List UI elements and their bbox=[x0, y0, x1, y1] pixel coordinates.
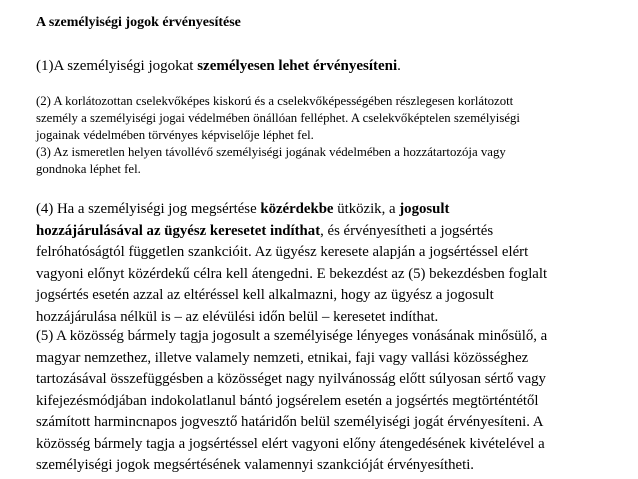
paragraph-4-text: ütközik, a bbox=[333, 201, 400, 217]
paragraph-1-emphasis: személyesen lehet érvényesíteni bbox=[197, 58, 398, 74]
paragraph-2-line: személy a személyiségi jogai védelmében önállóan felléphet. A cselekvőképtelen személyiségi bbox=[36, 111, 520, 125]
paragraph-4-line bbox=[36, 199, 616, 221]
paragraph-4-text: , és érvényesítheti a jogsértés bbox=[320, 222, 494, 239]
paragraph-2-line: jogainak védelmében törvényes képviselője léphet fel. bbox=[36, 128, 314, 142]
paragraph-3-line: gondnoka léphet fel. bbox=[36, 162, 141, 176]
paragraphs-2-3 bbox=[36, 93, 611, 178]
paragraph-5-line: számított harmincnapos jogvesztő határidőn belül személyiségi jogát érvényesíteni. A bbox=[36, 414, 544, 430]
paragraph-5-line: közösség bármely tagja a jogsértéssel elért vagyoni előny átengedésének kivételével a bbox=[36, 435, 545, 452]
paragraph-3-line: (3) Az ismeretlen helyen távollévő személyiségi jogának védelmében a hozzátartozója vagy bbox=[36, 145, 506, 159]
paragraph-5 bbox=[36, 326, 616, 477]
paragraph-4 bbox=[36, 199, 616, 328]
paragraph-4-line bbox=[36, 221, 616, 243]
document-title: A személyiségi jogok érvényesítése bbox=[36, 15, 241, 30]
paragraph-5-line: kifejezésmódjában indokolatlanul bántó jogsérelem esetén a jogsértés megtörténtétől bbox=[36, 392, 539, 409]
paragraph-5-line: személyiségi jogok megsértésének valamennyi szankcióját érvényesítheti. bbox=[36, 457, 475, 473]
paragraph-5-line: tartozásával összefüggésben a közösséget nagy nyilvánosság előtt súlyosan sértő vagy bbox=[36, 371, 546, 387]
paragraph-4-text: (4) Ha a személyiségi jog megsértése bbox=[36, 201, 261, 217]
paragraph-4-line: felróhatóságtól független szankcióit. Az ügyész keresete alapján a jogsértéssel elért bbox=[36, 244, 529, 260]
paragraph-1 bbox=[36, 58, 401, 75]
paragraph-4-line: vagyoni előnyt közérdekű célra kell átengedni. E bekezdést az (5) bekezdésben foglalt bbox=[36, 265, 548, 282]
paragraph-4-emphasis: hozzájárulásával az ügyész keresetet indíthat bbox=[36, 222, 321, 239]
paragraph-4-line: jogsértés esetén azzal az eltéréssel kell alkalmazni, hogy az ügyész a jogosult bbox=[36, 287, 494, 303]
paragraph-4-emphasis: közérdekbe bbox=[260, 201, 334, 217]
paragraph-5-line: (5) A közösség bármely tagja jogosult a személyisége lényeges vonásának minősülő, a bbox=[36, 328, 548, 344]
paragraph-2-line: (2) A korlátozottan cselekvőképes kiskorú és a cselekvőképességében részlegesen korlátozott bbox=[36, 94, 514, 108]
paragraph-1-end: . bbox=[397, 58, 401, 74]
paragraph-4-emphasis: jogosult bbox=[399, 201, 450, 217]
paragraph-4-line: hozzájárulása nélkül is – az elévülési időn belül – keresetet indíthat. bbox=[36, 308, 439, 325]
paragraph-1-text: (1)A személyiségi jogokat bbox=[36, 58, 198, 74]
paragraph-5-line: magyar nemzethez, illetve valamely nemzeti, etnikai, faji vagy vallási közösséghez bbox=[36, 349, 529, 366]
